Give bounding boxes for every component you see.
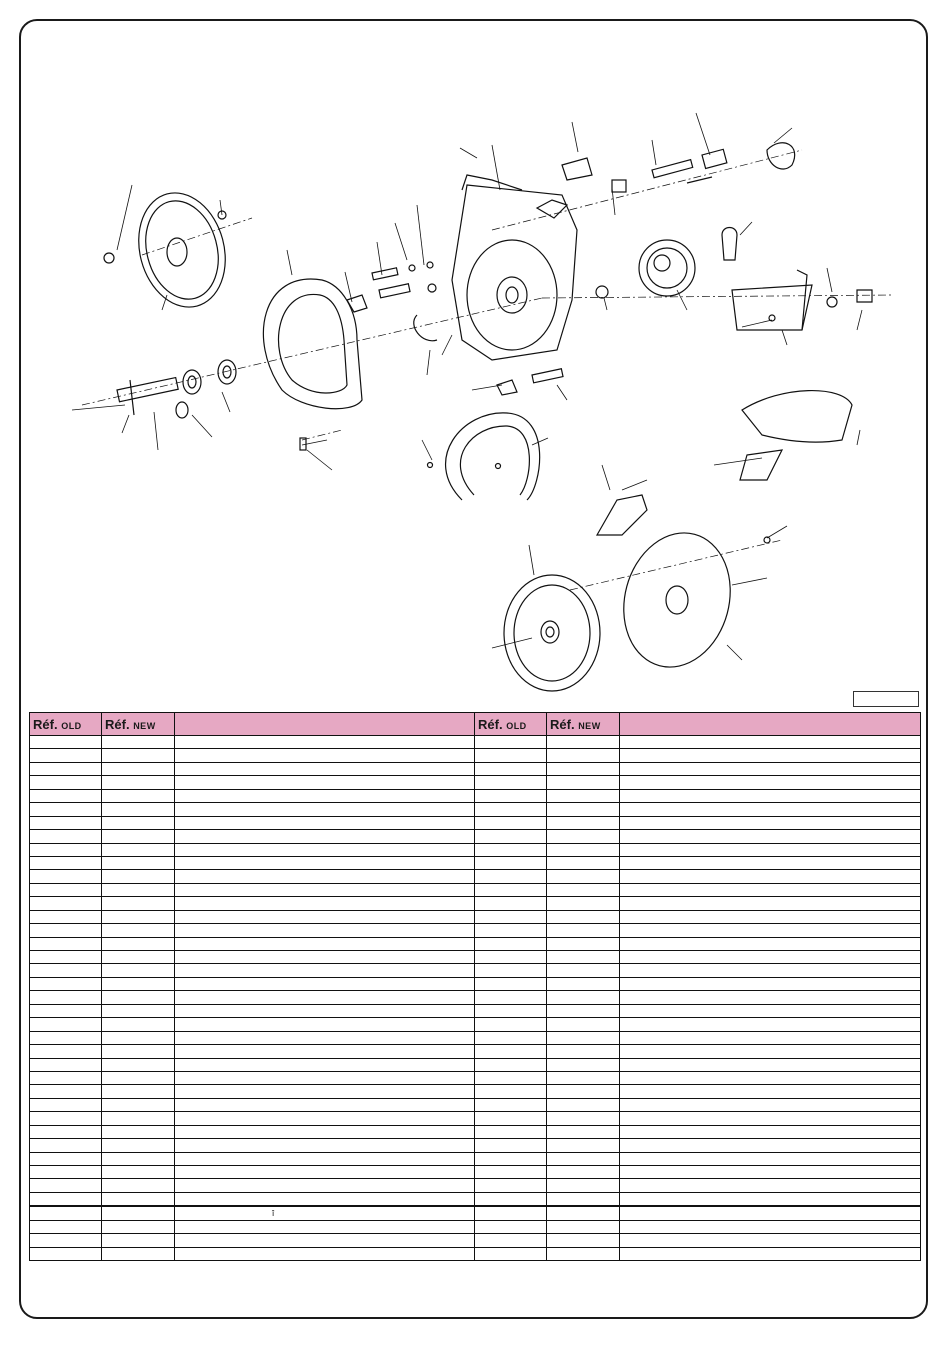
gasket-ring xyxy=(263,279,362,409)
table-cell xyxy=(30,897,102,910)
table-cell xyxy=(620,924,921,937)
table-cell xyxy=(547,910,620,923)
table-row xyxy=(30,1058,921,1071)
table-cell xyxy=(547,1206,620,1220)
table-cell xyxy=(620,762,921,775)
table-cell xyxy=(30,883,102,896)
table-cell xyxy=(547,749,620,762)
table-cell xyxy=(620,843,921,856)
table-cell xyxy=(475,1220,547,1233)
table-cell xyxy=(102,762,175,775)
table-cell xyxy=(102,1247,175,1260)
table-cell xyxy=(102,1018,175,1031)
table-cell xyxy=(620,856,921,869)
seed-plate xyxy=(609,521,770,679)
table-cell xyxy=(30,1085,102,1098)
table-cell xyxy=(620,897,921,910)
table-cell xyxy=(547,1152,620,1165)
table-cell xyxy=(547,856,620,869)
table-row xyxy=(30,1179,921,1192)
table-row xyxy=(30,1085,921,1098)
table-cell xyxy=(102,937,175,950)
arc-seal xyxy=(428,413,540,500)
table-cell xyxy=(620,951,921,964)
table-cell xyxy=(547,816,620,829)
table-cell xyxy=(620,991,921,1004)
table-row xyxy=(30,1045,921,1058)
table-row xyxy=(30,1192,921,1206)
table-cell xyxy=(620,1166,921,1179)
table-row xyxy=(30,1206,921,1220)
table-cell xyxy=(620,1179,921,1192)
col-designation xyxy=(175,713,475,736)
table-cell xyxy=(475,1098,547,1111)
flange-disc xyxy=(104,183,238,317)
table-row xyxy=(30,830,921,843)
table-cell xyxy=(475,749,547,762)
table-row xyxy=(30,736,921,749)
col-designation-2 xyxy=(620,713,921,736)
table-cell xyxy=(30,937,102,950)
table-row xyxy=(30,870,921,883)
table-cell xyxy=(30,1018,102,1031)
table-cell xyxy=(102,789,175,802)
table-row xyxy=(30,1071,921,1084)
table-cell xyxy=(620,937,921,950)
table-cell xyxy=(620,977,921,990)
table-cell xyxy=(620,964,921,977)
table-cell xyxy=(620,870,921,883)
table-cell xyxy=(102,924,175,937)
table-cell xyxy=(175,1031,475,1044)
table-cell xyxy=(547,883,620,896)
table-cell xyxy=(175,776,475,789)
table-cell xyxy=(102,870,175,883)
table-row xyxy=(30,856,921,869)
table-cell xyxy=(102,1058,175,1071)
table-cell xyxy=(102,1125,175,1138)
table-cell xyxy=(175,1247,475,1260)
table-cell xyxy=(102,1220,175,1233)
table-cell xyxy=(30,762,102,775)
table-cell xyxy=(475,843,547,856)
main-housing xyxy=(452,175,577,360)
table-row xyxy=(30,1112,921,1125)
table-cell xyxy=(30,803,102,816)
table-cell xyxy=(475,803,547,816)
table-cell xyxy=(547,870,620,883)
table-cell xyxy=(475,736,547,749)
table-cell xyxy=(175,870,475,883)
table-row xyxy=(30,1031,921,1044)
table-cell xyxy=(175,1112,475,1125)
table-cell xyxy=(175,924,475,937)
table-cell xyxy=(102,843,175,856)
table-cell xyxy=(620,1247,921,1260)
table-cell xyxy=(175,762,475,775)
table-row xyxy=(30,1018,921,1031)
table-row xyxy=(30,977,921,990)
table-cell xyxy=(102,1085,175,1098)
table-cell xyxy=(475,816,547,829)
table-cell xyxy=(620,1206,921,1220)
table-cell xyxy=(175,964,475,977)
table-cell xyxy=(30,1112,102,1125)
table-cell xyxy=(175,1220,475,1233)
table-cell xyxy=(175,803,475,816)
table-cell xyxy=(102,1152,175,1165)
table-cell xyxy=(547,1179,620,1192)
table-cell xyxy=(547,1071,620,1084)
table-row xyxy=(30,1220,921,1233)
table-cell xyxy=(102,991,175,1004)
table-cell xyxy=(30,1031,102,1044)
table-cell xyxy=(30,951,102,964)
table-cell xyxy=(475,1004,547,1017)
table-cell xyxy=(102,1179,175,1192)
table-cell xyxy=(620,803,921,816)
table-cell xyxy=(475,1112,547,1125)
table-cell xyxy=(30,789,102,802)
table-row xyxy=(30,937,921,950)
table-cell xyxy=(175,749,475,762)
table-cell xyxy=(620,1112,921,1125)
table-cell xyxy=(102,736,175,749)
table-cell xyxy=(102,749,175,762)
table-cell xyxy=(547,1139,620,1152)
table-cell xyxy=(175,1234,475,1247)
table-cell xyxy=(547,1220,620,1233)
table-cell xyxy=(475,937,547,950)
table-cell xyxy=(547,1085,620,1098)
table-cell xyxy=(620,1085,921,1098)
table-cell xyxy=(547,830,620,843)
table-cell xyxy=(620,816,921,829)
table-cell xyxy=(30,749,102,762)
table-cell xyxy=(30,1247,102,1260)
table-row xyxy=(30,776,921,789)
table-cell xyxy=(102,1112,175,1125)
table-cell xyxy=(475,789,547,802)
table-cell xyxy=(620,1139,921,1152)
table-cell xyxy=(547,803,620,816)
table-cell xyxy=(30,1071,102,1084)
table-cell xyxy=(620,1018,921,1031)
table-cell xyxy=(102,964,175,977)
table-cell xyxy=(620,910,921,923)
table-cell xyxy=(475,1139,547,1152)
table-cell xyxy=(547,964,620,977)
table-cell xyxy=(175,1085,475,1098)
table-cell xyxy=(475,1206,547,1220)
table-cell xyxy=(175,883,475,896)
table-cell xyxy=(30,1058,102,1071)
table-cell xyxy=(620,736,921,749)
col-ref-new: Réf. NEW xyxy=(102,713,175,736)
table-cell xyxy=(547,1004,620,1017)
table-cell: î xyxy=(175,1206,475,1220)
table-cell xyxy=(475,1031,547,1044)
table-cell xyxy=(102,816,175,829)
table-row xyxy=(30,1166,921,1179)
table-cell xyxy=(175,1125,475,1138)
table-row xyxy=(30,1125,921,1138)
table-row xyxy=(30,749,921,762)
table-cell xyxy=(30,816,102,829)
table-cell xyxy=(620,830,921,843)
bracket-plate xyxy=(732,270,872,330)
table-cell xyxy=(475,762,547,775)
table-cell xyxy=(547,951,620,964)
table-cell xyxy=(175,1071,475,1084)
table-cell xyxy=(175,951,475,964)
table-cell xyxy=(175,1179,475,1192)
table-row xyxy=(30,1247,921,1260)
table-cell xyxy=(102,803,175,816)
table-cell xyxy=(620,789,921,802)
table-cell xyxy=(547,1058,620,1071)
scraper xyxy=(597,495,647,535)
table-cell xyxy=(475,1085,547,1098)
table-cell xyxy=(175,830,475,843)
table-cell xyxy=(102,1139,175,1152)
table-cell xyxy=(102,1004,175,1017)
table-cell xyxy=(175,1098,475,1111)
table-cell xyxy=(475,991,547,1004)
table-cell xyxy=(475,776,547,789)
table-cell xyxy=(102,1071,175,1084)
leader-lines xyxy=(72,113,862,660)
table-row xyxy=(30,843,921,856)
table-cell xyxy=(175,1058,475,1071)
table-cell xyxy=(30,924,102,937)
table-cell xyxy=(547,1098,620,1111)
table-cell xyxy=(620,749,921,762)
table-cell xyxy=(475,883,547,896)
table-cell xyxy=(475,924,547,937)
table-cell xyxy=(475,1234,547,1247)
table-cell xyxy=(175,937,475,950)
table-cell xyxy=(102,1045,175,1058)
table-cell xyxy=(547,1166,620,1179)
small-parts xyxy=(347,262,608,395)
table-cell xyxy=(175,991,475,1004)
table-cell xyxy=(102,1031,175,1044)
table-cell xyxy=(30,776,102,789)
table-cell xyxy=(30,991,102,1004)
table-cell xyxy=(475,964,547,977)
table-cell xyxy=(30,1206,102,1220)
table-cell xyxy=(175,897,475,910)
table-cell xyxy=(175,856,475,869)
table-cell xyxy=(620,1220,921,1233)
table-cell xyxy=(175,1192,475,1206)
table-cell xyxy=(30,977,102,990)
table-cell xyxy=(102,951,175,964)
table-cell xyxy=(620,1192,921,1206)
table-cell xyxy=(475,1018,547,1031)
table-cell xyxy=(620,1031,921,1044)
table-cell xyxy=(175,1139,475,1152)
table-cell xyxy=(175,1166,475,1179)
table-cell xyxy=(30,736,102,749)
table-cell xyxy=(620,1152,921,1165)
table-cell xyxy=(175,1018,475,1031)
table-cell xyxy=(547,991,620,1004)
table-cell xyxy=(102,830,175,843)
table-cell xyxy=(547,1125,620,1138)
table-cell xyxy=(475,1247,547,1260)
table-cell xyxy=(620,1004,921,1017)
cover-shell xyxy=(740,391,852,480)
table-cell xyxy=(620,776,921,789)
table-cell xyxy=(102,776,175,789)
table-row xyxy=(30,964,921,977)
table-cell xyxy=(30,964,102,977)
table-cell xyxy=(547,924,620,937)
table-cell xyxy=(547,789,620,802)
table-cell xyxy=(102,1192,175,1206)
table-row xyxy=(30,762,921,775)
table-cell xyxy=(102,1098,175,1111)
table-cell xyxy=(547,1192,620,1206)
table-cell xyxy=(620,1045,921,1058)
table-row xyxy=(30,1139,921,1152)
table-row xyxy=(30,883,921,896)
table-cell xyxy=(475,951,547,964)
table-cell xyxy=(475,1166,547,1179)
table-cell xyxy=(175,843,475,856)
table-cell xyxy=(620,1098,921,1111)
table-cell xyxy=(475,977,547,990)
table-cell xyxy=(102,977,175,990)
table-cell xyxy=(547,937,620,950)
table-cell xyxy=(30,1220,102,1233)
table-cell xyxy=(547,776,620,789)
parts-table xyxy=(29,712,921,1261)
table-row xyxy=(30,816,921,829)
table-row xyxy=(30,1004,921,1017)
table-cell xyxy=(547,1247,620,1260)
table-cell xyxy=(102,1206,175,1220)
table-cell xyxy=(175,736,475,749)
page-reference-box xyxy=(853,691,919,707)
table-row xyxy=(30,924,921,937)
table-cell xyxy=(30,1179,102,1192)
table-cell xyxy=(30,1125,102,1138)
table-cell xyxy=(102,1166,175,1179)
table-header xyxy=(30,713,921,736)
table-row xyxy=(30,910,921,923)
table-cell xyxy=(175,1152,475,1165)
table-cell xyxy=(475,1192,547,1206)
table-row xyxy=(30,1098,921,1111)
table-row xyxy=(30,803,921,816)
table-cell xyxy=(620,1234,921,1247)
table-body xyxy=(30,736,921,1261)
table-cell xyxy=(175,789,475,802)
table-cell xyxy=(620,1071,921,1084)
table-cell xyxy=(30,856,102,869)
table-cell xyxy=(102,897,175,910)
table-cell xyxy=(175,1045,475,1058)
table-cell xyxy=(547,1112,620,1125)
table-cell xyxy=(547,1045,620,1058)
table-cell xyxy=(475,897,547,910)
table-cell xyxy=(475,870,547,883)
table-cell xyxy=(30,1234,102,1247)
table-cell xyxy=(547,1234,620,1247)
table-cell xyxy=(30,1139,102,1152)
table-cell xyxy=(102,856,175,869)
seed-drum xyxy=(504,575,600,691)
table-cell xyxy=(30,870,102,883)
table-cell xyxy=(175,1004,475,1017)
table-row xyxy=(30,789,921,802)
table-row xyxy=(30,1234,921,1247)
table-cell xyxy=(547,736,620,749)
table-row xyxy=(30,951,921,964)
table-cell xyxy=(30,843,102,856)
table-cell xyxy=(475,910,547,923)
table-cell xyxy=(102,910,175,923)
table-cell xyxy=(475,856,547,869)
table-cell xyxy=(620,1058,921,1071)
table-cell xyxy=(475,1152,547,1165)
table-cell xyxy=(102,883,175,896)
table-cell xyxy=(620,883,921,896)
table-cell xyxy=(547,897,620,910)
table-cell xyxy=(30,1152,102,1165)
table-cell xyxy=(30,1004,102,1017)
table-cell xyxy=(547,1018,620,1031)
table-cell xyxy=(547,762,620,775)
table-cell xyxy=(30,830,102,843)
table-row xyxy=(30,991,921,1004)
table-cell xyxy=(475,1125,547,1138)
table-cell xyxy=(547,1031,620,1044)
table-cell xyxy=(30,1192,102,1206)
table-cell xyxy=(620,1125,921,1138)
table-cell xyxy=(30,910,102,923)
table-cell xyxy=(30,1098,102,1111)
table-row xyxy=(30,1152,921,1165)
table-cell xyxy=(475,1071,547,1084)
table-cell xyxy=(30,1045,102,1058)
col-ref-new-2: Réf. NEW xyxy=(547,713,620,736)
table-cell xyxy=(175,977,475,990)
col-ref-old: Réf. OLD xyxy=(30,713,102,736)
table-cell xyxy=(175,910,475,923)
col-ref-old-2: Réf. OLD xyxy=(475,713,547,736)
table-cell xyxy=(475,1179,547,1192)
table-cell xyxy=(175,816,475,829)
table-cell xyxy=(547,843,620,856)
table-cell xyxy=(475,1045,547,1058)
table-cell xyxy=(30,1166,102,1179)
table-cell xyxy=(547,977,620,990)
sprocket xyxy=(639,240,695,296)
exploded-parts-diagram xyxy=(22,40,926,710)
table-row xyxy=(30,897,921,910)
table-cell xyxy=(475,830,547,843)
table-cell xyxy=(475,1058,547,1071)
table-cell xyxy=(102,1234,175,1247)
